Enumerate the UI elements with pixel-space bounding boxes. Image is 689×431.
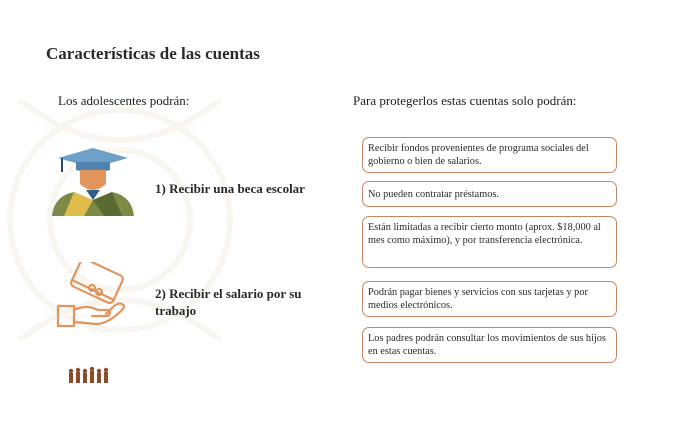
left-column-header: Los adolescentes podrán: <box>58 93 190 108</box>
footer-logo <box>66 366 112 384</box>
restriction-box: Podrán pagar bienes y servicios con sus tarjetas y por medios electrónicos. <box>362 281 617 317</box>
graduate-cap-icon <box>50 146 136 218</box>
benefit-item-scholarship: 1) Recibir una beca escolar <box>155 181 305 196</box>
restriction-box: Los padres podrán consultar los movimientos de sus hijos en estas cuentas. <box>362 327 617 363</box>
restriction-box: Están limitadas a recibir cierto monto (aprox. $18,000 al mes como máximo), y por transferencia electrónica. <box>362 216 617 268</box>
background-watermark <box>0 60 330 390</box>
restriction-box: No pueden contratar préstamos. <box>362 181 617 207</box>
hand-card-icon <box>52 262 130 332</box>
page-title: Características de las cuentas <box>46 44 260 63</box>
benefit-item-salary: 2) Recibir el salario por su trabajo <box>155 286 302 318</box>
right-column-header: Para protegerlos estas cuentas solo podrán: <box>353 93 577 108</box>
restriction-box: Recibir fondos provenientes de programa sociales del gobierno o bien de salarios. <box>362 137 617 173</box>
